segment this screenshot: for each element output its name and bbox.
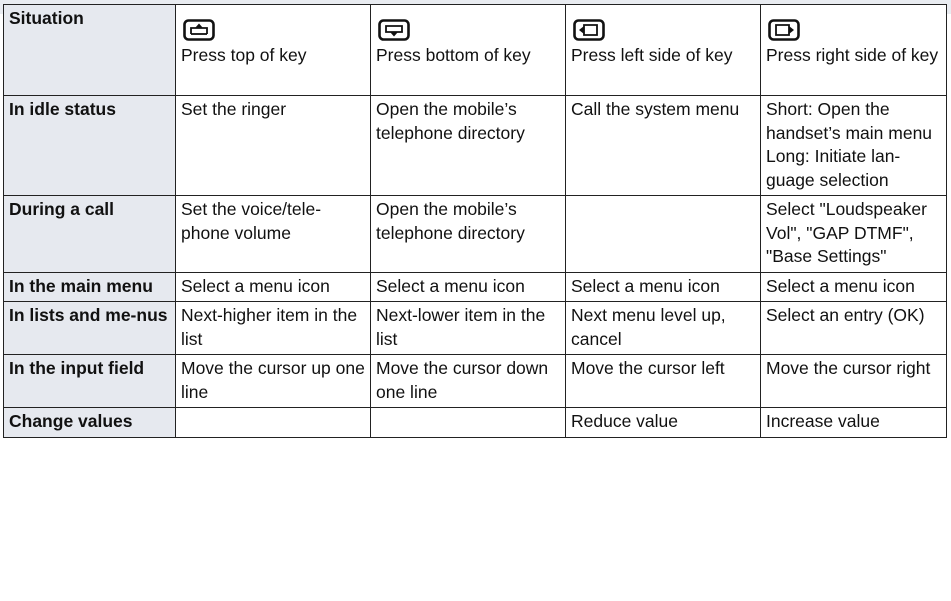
cell-right: Increase value	[761, 408, 947, 438]
cell-left: Reduce value	[566, 408, 761, 438]
cell-top: Set the ringer	[176, 96, 371, 196]
cell-right: Move the cursor right	[761, 355, 947, 408]
row-situation: During a call	[4, 196, 176, 273]
nav-key-right-icon	[768, 19, 800, 41]
nav-key-up-icon	[183, 19, 215, 41]
header-key-top	[176, 5, 371, 96]
header-situation: Situation	[4, 5, 176, 96]
cell-right: Select an entry (OK)	[761, 302, 947, 355]
cell-right: Select "Loudspeaker Vol", "GAP DTMF", "Base Settings"	[761, 196, 947, 273]
cell-bottom: Open the mobile’s telephone directory	[371, 96, 566, 196]
table-row	[4, 408, 947, 438]
table-row	[4, 196, 947, 273]
cell-top	[176, 408, 371, 438]
nav-key-down-icon	[378, 19, 410, 41]
cell-left: Call the system menu	[566, 96, 761, 196]
cell-bottom	[371, 408, 566, 438]
header-key-right	[761, 5, 947, 96]
row-situation: Change values	[4, 408, 176, 438]
navigation-key-table	[3, 4, 947, 438]
cell-left: Select a menu icon	[566, 272, 761, 302]
cell-bottom: Next-lower item in the list	[371, 302, 566, 355]
table-row	[4, 272, 947, 302]
cell-right: Select a menu icon	[761, 272, 947, 302]
cell-top: Set the voice/tele-phone volume	[176, 196, 371, 273]
cell-top: Next-higher item in the list	[176, 302, 371, 355]
table-row	[4, 302, 947, 355]
header-key-top-label: Press top of key	[181, 45, 307, 65]
row-situation: In the main menu	[4, 272, 176, 302]
row-situation: In the input field	[4, 355, 176, 408]
header-key-bottom-label: Press bottom of key	[376, 45, 531, 65]
cell-bottom: Open the mobile’s telephone directory	[371, 196, 566, 273]
nav-key-left-icon	[573, 19, 605, 41]
header-key-right-label: Press right side of key	[766, 45, 939, 65]
header-key-left-label: Press left side of key	[571, 45, 733, 65]
cell-top: Move the cursor up one line	[176, 355, 371, 408]
cell-top: Select a menu icon	[176, 272, 371, 302]
cell-left: Move the cursor left	[566, 355, 761, 408]
table-row	[4, 355, 947, 408]
header-key-bottom	[371, 5, 566, 96]
cell-right: Short: Open the handset’s main menu Long: Initiate lan-guage selection	[761, 96, 947, 196]
table-header-row	[4, 5, 947, 96]
row-situation: In lists and me-nus	[4, 302, 176, 355]
row-situation: In idle status	[4, 96, 176, 196]
cell-left	[566, 196, 761, 273]
table-row	[4, 96, 947, 196]
header-key-left	[566, 5, 761, 96]
cell-left: Next menu level up, cancel	[566, 302, 761, 355]
cell-bottom: Select a menu icon	[371, 272, 566, 302]
cell-bottom: Move the cursor down one line	[371, 355, 566, 408]
